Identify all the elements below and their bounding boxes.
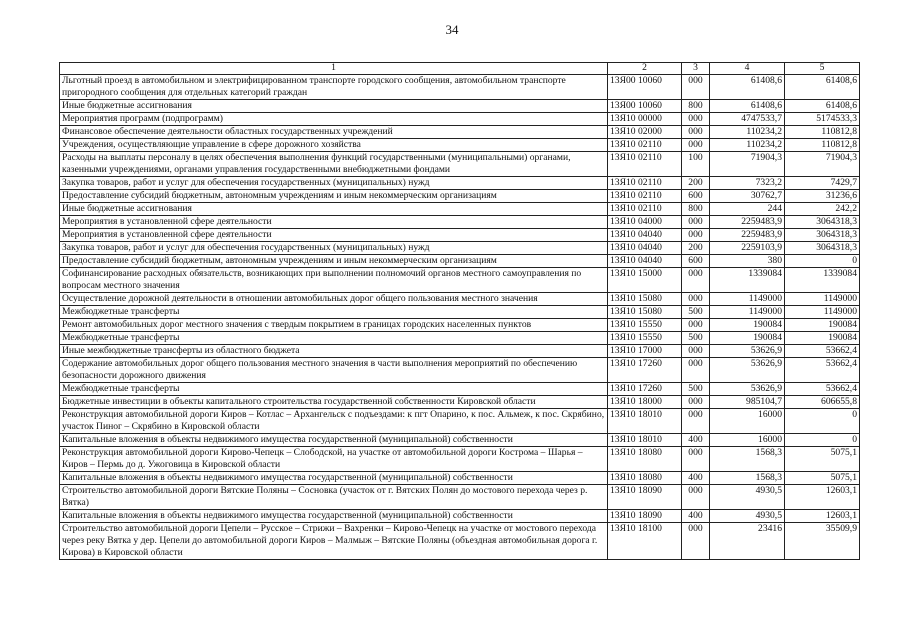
row-amount-year-1: 2259103,9 xyxy=(710,242,785,255)
row-target-code: 13Я10 02110 xyxy=(608,139,682,152)
table-row xyxy=(60,216,860,229)
row-description: Иные бюджетные ассигнования xyxy=(60,203,608,216)
row-expense-type: 000 xyxy=(682,447,710,472)
row-amount-year-2: 53662,4 xyxy=(785,358,860,383)
row-target-code: 13Я10 17260 xyxy=(608,383,682,396)
page-number: 34 xyxy=(445,22,459,37)
row-expense-type: 000 xyxy=(682,358,710,383)
row-expense-type: 600 xyxy=(682,190,710,203)
row-amount-year-1: 4930,5 xyxy=(710,510,785,523)
row-amount-year-1: 30762,7 xyxy=(710,190,785,203)
row-amount-year-1: 110234,2 xyxy=(710,139,785,152)
table-row xyxy=(60,242,860,255)
header-col-3: 3 xyxy=(682,63,710,75)
row-expense-type: 000 xyxy=(682,409,710,434)
row-amount-year-2: 1339084 xyxy=(785,268,860,293)
table-row xyxy=(60,203,860,216)
row-description: Межбюджетные трансферты xyxy=(60,383,608,396)
row-amount-year-1: 61408,6 xyxy=(710,100,785,113)
row-description: Капитальные вложения в объекты недвижимого имущества государственной (муниципальной) собственности xyxy=(60,434,608,447)
row-target-code: 13Я10 04040 xyxy=(608,255,682,268)
table-row xyxy=(60,126,860,139)
table-row xyxy=(60,358,860,383)
table-row xyxy=(60,485,860,510)
row-description: Софинансирование расходных обязательств, возникающих при выполнении полномочий органов местного самоуправления по вопросам местного значения xyxy=(60,268,608,293)
row-description: Расходы на выплаты персоналу в целях обеспечения выполнения функций государственными (муниципальными) органами, казенными учреждениями, органами управления государственными внебюджетными фондами xyxy=(60,152,608,177)
row-expense-type: 400 xyxy=(682,472,710,485)
row-expense-type: 500 xyxy=(682,332,710,345)
row-expense-type: 000 xyxy=(682,293,710,306)
row-expense-type: 200 xyxy=(682,242,710,255)
row-amount-year-2: 110812,8 xyxy=(785,139,860,152)
row-target-code: 13Я10 15550 xyxy=(608,319,682,332)
row-amount-year-1: 1149000 xyxy=(710,306,785,319)
row-target-code: 13Я10 15080 xyxy=(608,306,682,319)
row-expense-type: 000 xyxy=(682,126,710,139)
row-amount-year-2: 190084 xyxy=(785,319,860,332)
row-amount-year-2: 31236,6 xyxy=(785,190,860,203)
row-target-code: 13Я10 18080 xyxy=(608,472,682,485)
row-target-code: 13Я10 15080 xyxy=(608,293,682,306)
row-expense-type: 800 xyxy=(682,203,710,216)
row-description: Иные бюджетные ассигнования xyxy=(60,100,608,113)
table-row xyxy=(60,434,860,447)
row-amount-year-1: 380 xyxy=(710,255,785,268)
table-row xyxy=(60,409,860,434)
row-amount-year-1: 2259483,9 xyxy=(710,216,785,229)
budget-table xyxy=(59,62,860,560)
row-amount-year-2: 61408,6 xyxy=(785,75,860,100)
table-row xyxy=(60,100,860,113)
table-row xyxy=(60,345,860,358)
row-expense-type: 500 xyxy=(682,306,710,319)
row-target-code: 13Я10 04000 xyxy=(608,216,682,229)
row-description: Бюджетные инвестиции в объекты капитального строительства государственной собственности Кировской области xyxy=(60,396,608,409)
row-amount-year-1: 7323,2 xyxy=(710,177,785,190)
row-amount-year-2: 110812,8 xyxy=(785,126,860,139)
row-target-code: 13Я10 18010 xyxy=(608,434,682,447)
row-amount-year-1: 190084 xyxy=(710,332,785,345)
row-amount-year-1: 53626,9 xyxy=(710,358,785,383)
row-amount-year-1: 61408,6 xyxy=(710,75,785,100)
row-amount-year-1: 71904,3 xyxy=(710,152,785,177)
row-amount-year-2: 12603,1 xyxy=(785,485,860,510)
row-amount-year-2: 61408,6 xyxy=(785,100,860,113)
row-description: Реконструкция автомобильной дороги Кирово-Чепецк – Слободской, на участке от автомобильной дороги Кострома – Шарья – Киров – Пермь до д. Ужоговица в Кировской области xyxy=(60,447,608,472)
row-amount-year-2: 7429,7 xyxy=(785,177,860,190)
row-description: Предоставление субсидий бюджетным, автономным учреждениям и иным некоммерческим организациям xyxy=(60,255,608,268)
header-col-4: 4 xyxy=(710,63,785,75)
row-amount-year-1: 53626,9 xyxy=(710,383,785,396)
header-col-1: 1 xyxy=(60,63,608,75)
row-description: Финансовое обеспечение деятельности областных государственных учреждений xyxy=(60,126,608,139)
row-target-code: 13Я10 15550 xyxy=(608,332,682,345)
row-amount-year-1: 4747533,7 xyxy=(710,113,785,126)
row-expense-type: 000 xyxy=(682,139,710,152)
row-amount-year-2: 1149000 xyxy=(785,293,860,306)
row-amount-year-2: 190084 xyxy=(785,332,860,345)
table-row xyxy=(60,113,860,126)
table-row xyxy=(60,177,860,190)
row-amount-year-1: 2259483,9 xyxy=(710,229,785,242)
row-target-code: 13Я10 02000 xyxy=(608,126,682,139)
row-amount-year-2: 0 xyxy=(785,434,860,447)
row-target-code: 13Я00 10060 xyxy=(608,75,682,100)
table-row xyxy=(60,306,860,319)
row-expense-type: 200 xyxy=(682,177,710,190)
row-amount-year-1: 53626,9 xyxy=(710,345,785,358)
row-description: Межбюджетные трансферты xyxy=(60,306,608,319)
row-target-code: 13Я10 04040 xyxy=(608,229,682,242)
row-target-code: 13Я10 18090 xyxy=(608,485,682,510)
row-amount-year-2: 242,2 xyxy=(785,203,860,216)
row-description: Льготный проезд в автомобильном и электрифицированном транспорте городского сообщения, автомобильном транспорте пригородного сообщения для отдельных категорий граждан xyxy=(60,75,608,100)
row-amount-year-2: 5174533,3 xyxy=(785,113,860,126)
row-target-code: 13Я10 18090 xyxy=(608,510,682,523)
row-description: Содержание автомобильных дорог общего пользования местного значения в части выполнения мероприятий по обеспечению безопасности дорожного движения xyxy=(60,358,608,383)
row-amount-year-2: 0 xyxy=(785,409,860,434)
row-expense-type: 000 xyxy=(682,485,710,510)
row-description: Реконструкция автомобильной дороги Киров – Котлас – Архангельск с подъездами: к пгт Опарино, к пос. Альмеж, к пос. Скрябино, участок Пиног – Скрябино в Кировской области xyxy=(60,409,608,434)
row-description: Осуществление дорожной деятельности в отношении автомобильных дорог общего пользования местного значения xyxy=(60,293,608,306)
row-target-code: 13Я10 17000 xyxy=(608,345,682,358)
row-expense-type: 800 xyxy=(682,100,710,113)
table-row xyxy=(60,332,860,345)
row-amount-year-1: 1568,3 xyxy=(710,472,785,485)
row-amount-year-1: 23416 xyxy=(710,523,785,560)
row-description: Закупка товаров, работ и услуг для обеспечения государственных (муниципальных) нужд xyxy=(60,177,608,190)
row-description: Капитальные вложения в объекты недвижимого имущества государственной (муниципальной) собственности xyxy=(60,472,608,485)
row-target-code: 13Я10 18080 xyxy=(608,447,682,472)
row-target-code: 13Я10 02110 xyxy=(608,203,682,216)
table-row xyxy=(60,510,860,523)
row-target-code: 13Я00 10060 xyxy=(608,100,682,113)
row-target-code: 13Я10 02110 xyxy=(608,177,682,190)
row-description: Учреждения, осуществляющие управление в сфере дорожного хозяйства xyxy=(60,139,608,152)
row-amount-year-1: 985104,7 xyxy=(710,396,785,409)
row-description: Капитальные вложения в объекты недвижимого имущества государственной (муниципальной) собственности xyxy=(60,510,608,523)
header-col-5: 5 xyxy=(785,63,860,75)
row-target-code: 13Я10 18010 xyxy=(608,409,682,434)
row-target-code: 13Я10 15000 xyxy=(608,268,682,293)
row-target-code: 13Я10 00000 xyxy=(608,113,682,126)
row-description: Мероприятия в установленной сфере деятельности xyxy=(60,216,608,229)
row-expense-type: 000 xyxy=(682,113,710,126)
row-description: Мероприятия программ (подпрограмм) xyxy=(60,113,608,126)
row-expense-type: 000 xyxy=(682,268,710,293)
row-amount-year-2: 1149000 xyxy=(785,306,860,319)
row-target-code: 13Я10 02110 xyxy=(608,190,682,203)
row-expense-type: 000 xyxy=(682,216,710,229)
row-target-code: 13Я10 18000 xyxy=(608,396,682,409)
row-expense-type: 000 xyxy=(682,75,710,100)
row-description: Закупка товаров, работ и услуг для обеспечения государственных (муниципальных) нужд xyxy=(60,242,608,255)
row-target-code: 13Я10 17260 xyxy=(608,358,682,383)
row-amount-year-2: 3064318,3 xyxy=(785,216,860,229)
table-row xyxy=(60,383,860,396)
table-row xyxy=(60,268,860,293)
row-amount-year-1: 16000 xyxy=(710,434,785,447)
row-amount-year-1: 1568,3 xyxy=(710,447,785,472)
row-amount-year-2: 53662,4 xyxy=(785,383,860,396)
row-amount-year-1: 4930,5 xyxy=(710,485,785,510)
row-amount-year-2: 3064318,3 xyxy=(785,242,860,255)
table-row xyxy=(60,472,860,485)
table-row xyxy=(60,255,860,268)
table-row xyxy=(60,523,860,560)
row-expense-type: 500 xyxy=(682,383,710,396)
table-row xyxy=(60,229,860,242)
table-row xyxy=(60,319,860,332)
row-description: Предоставление субсидий бюджетным, автономным учреждениям и иным некоммерческим организациям xyxy=(60,190,608,203)
table-row xyxy=(60,447,860,472)
row-description: Мероприятия в установленной сфере деятельности xyxy=(60,229,608,242)
row-amount-year-2: 71904,3 xyxy=(785,152,860,177)
row-description: Строительство автомобильной дороги Цепели – Русское – Стрижи – Вахренки – Кирово-Чепецк на участке от мостового перехода через реку Вятка у дер. Цепели до автомобильной дороги Киров – Малмыж – Вятские Поляны (объездная автомобильная дорога г. Кирова) в Кировской области xyxy=(60,523,608,560)
row-expense-type: 400 xyxy=(682,510,710,523)
row-target-code: 13Я10 02110 xyxy=(608,152,682,177)
row-amount-year-2: 3064318,3 xyxy=(785,229,860,242)
table-row xyxy=(60,139,860,152)
table-row xyxy=(60,152,860,177)
row-amount-year-2: 606655,8 xyxy=(785,396,860,409)
row-expense-type: 000 xyxy=(682,345,710,358)
row-amount-year-2: 0 xyxy=(785,255,860,268)
row-expense-type: 000 xyxy=(682,396,710,409)
row-amount-year-2: 53662,4 xyxy=(785,345,860,358)
row-amount-year-2: 12603,1 xyxy=(785,510,860,523)
row-expense-type: 000 xyxy=(682,229,710,242)
row-target-code: 13Я10 18100 xyxy=(608,523,682,560)
table-row xyxy=(60,75,860,100)
row-amount-year-1: 16000 xyxy=(710,409,785,434)
row-amount-year-1: 190084 xyxy=(710,319,785,332)
row-amount-year-1: 110234,2 xyxy=(710,126,785,139)
row-amount-year-1: 1339084 xyxy=(710,268,785,293)
row-description: Строительство автомобильной дороги Вятские Поляны – Сосновка (участок от г. Вятских Полян до мостового перехода через р. Вятка) xyxy=(60,485,608,510)
row-amount-year-1: 244 xyxy=(710,203,785,216)
row-amount-year-2: 35509,9 xyxy=(785,523,860,560)
row-expense-type: 400 xyxy=(682,434,710,447)
table-row xyxy=(60,396,860,409)
row-expense-type: 600 xyxy=(682,255,710,268)
row-description: Иные межбюджетные трансферты из областного бюджета xyxy=(60,345,608,358)
row-description: Ремонт автомобильных дорог местного значения с твердым покрытием в границах городских населенных пунктов xyxy=(60,319,608,332)
row-expense-type: 000 xyxy=(682,319,710,332)
table-row xyxy=(60,190,860,203)
row-amount-year-1: 1149000 xyxy=(710,293,785,306)
row-expense-type: 000 xyxy=(682,523,710,560)
header-col-2: 2 xyxy=(608,63,682,75)
row-amount-year-2: 5075,1 xyxy=(785,447,860,472)
table-row xyxy=(60,293,860,306)
row-description: Межбюджетные трансферты xyxy=(60,332,608,345)
row-target-code: 13Я10 04040 xyxy=(608,242,682,255)
row-amount-year-2: 5075,1 xyxy=(785,472,860,485)
row-expense-type: 100 xyxy=(682,152,710,177)
header-row xyxy=(60,63,860,75)
